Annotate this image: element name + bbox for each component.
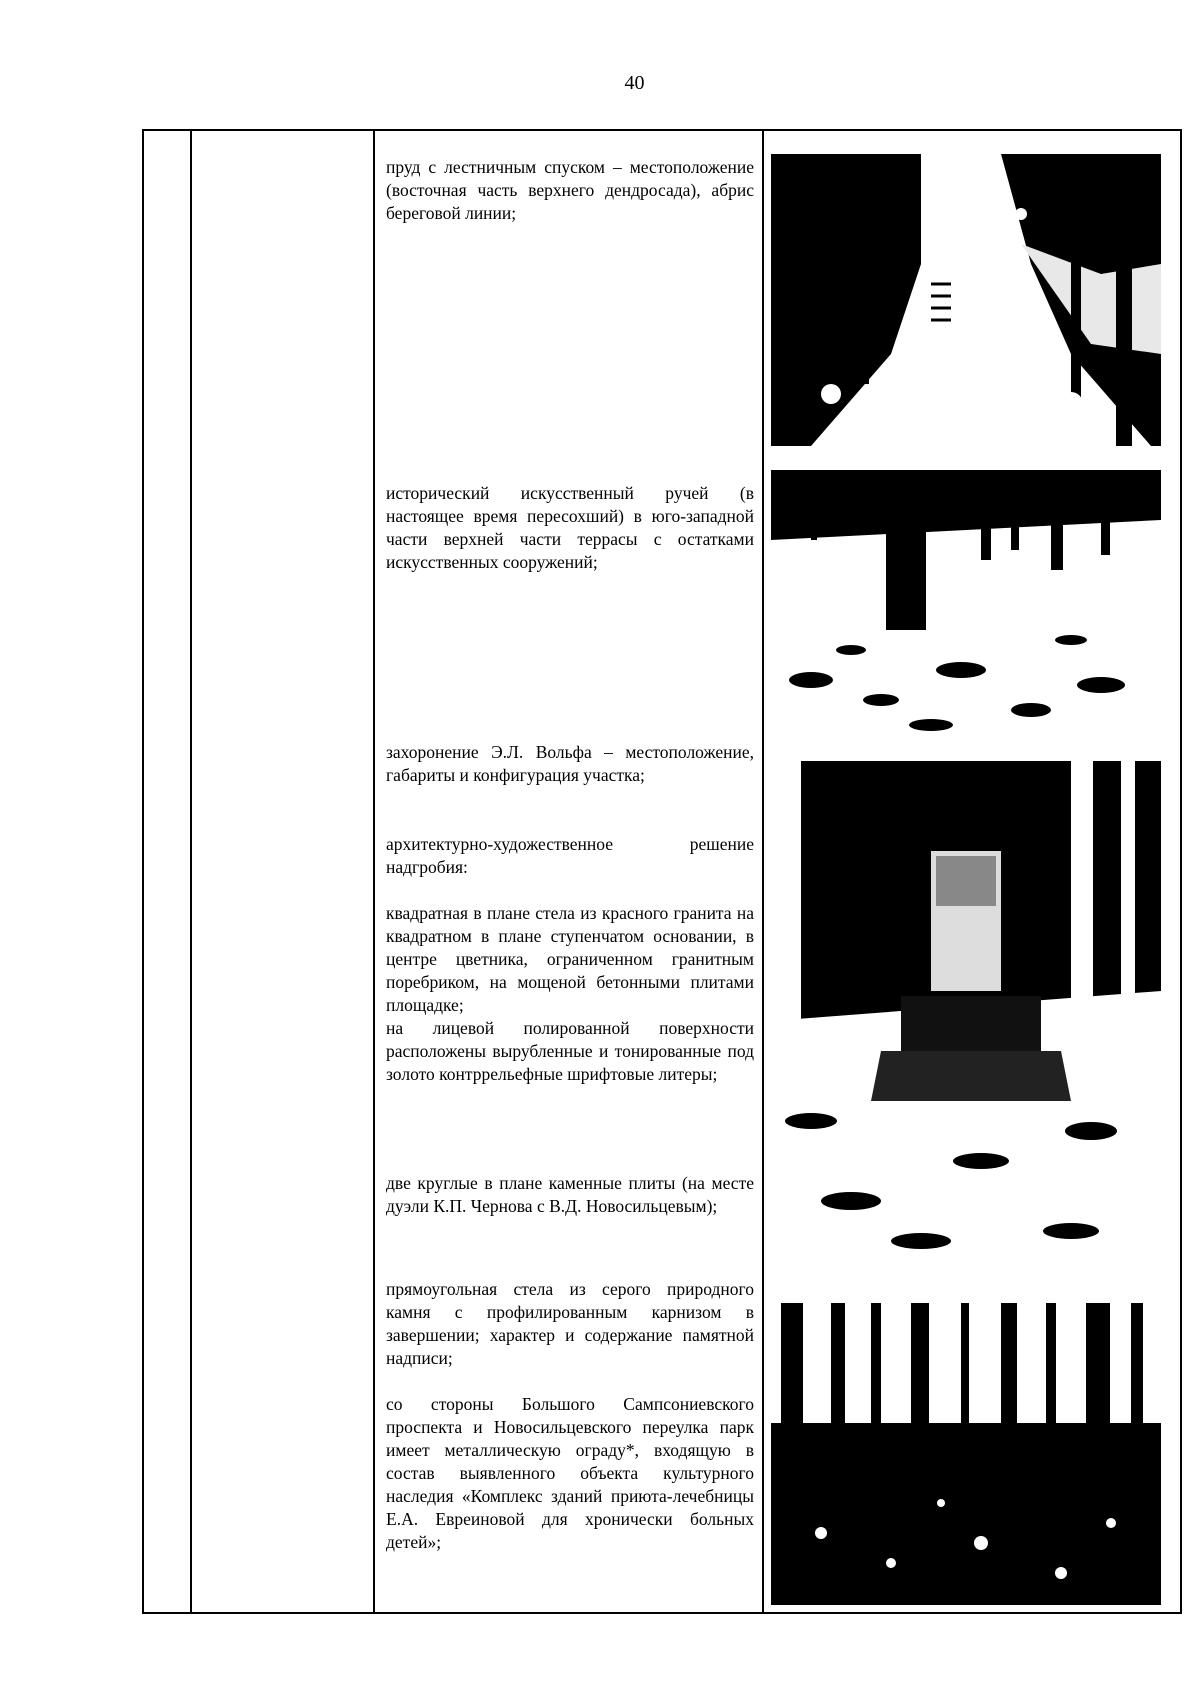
photo-pond-stairs (771, 154, 1161, 446)
description-burial (386, 741, 754, 787)
paragraph-fence: со стороны Большого Сампсониевского проспекта и Новосильцевского переулка парк имеет металлическую ограду*, входящую в состав выявленного объекта культурного наследия «Комплекс зданий приюта-лечебницы Е.А. Евреиновой для хронически больных детей»; (386, 1394, 754, 1552)
paragraph-stream: исторический искусственный ручей (в настоящее время пересохший) в юго-западной части верхней части террасы с остатками искусственных сооружений; (386, 483, 754, 572)
paragraph-duel-slabs: две круглые в плане каменные плиты (на месте дуэли К.П. Чернова с В.Д. Новосильцевым); (386, 1173, 754, 1216)
paragraph-lettering: на лицевой полированной поверхности расположены вырубленные и тонированные под золото контррельефные шрифтовые литеры; (386, 1018, 754, 1084)
description-stele (386, 902, 754, 1086)
description-grey-stele (386, 1278, 754, 1370)
paragraph-stele: квадратная в плане стела из красного гранита на квадратном в плане ступенчатом основании, в центре цветника, ограниченном гранитным поребриком, на мощеной бетонными плитами площадке; (386, 903, 754, 1015)
description-pond (386, 156, 754, 225)
paragraph-pond: пруд с лестничным спуском – местоположение (восточная часть верхнего дендросада), абрис береговой линии; (386, 157, 754, 223)
photo-wolf-tombstone (771, 761, 1161, 1280)
paragraph-grey-stele: прямоугольная стела из серого природного камня с профилированным карнизом в завершении; характер и содержание памятной надписи; (386, 1279, 754, 1368)
column-divider-2 (373, 129, 375, 1614)
column-divider-1 (190, 129, 192, 1614)
description-tombstone (386, 833, 754, 879)
photo-dry-stream (771, 470, 1161, 736)
description-stream (386, 482, 754, 574)
column-divider-3 (762, 129, 764, 1614)
paragraph-tombstone: архитектурно-художественное решение надгробия: (386, 834, 754, 877)
description-duel-slabs (386, 1172, 754, 1218)
page-number: 40 (624, 72, 645, 94)
paragraph-burial: захоронение Э.Л. Вольфа – местоположение, габариты и конфигурация участка; (386, 742, 754, 785)
photo-park-fence (771, 1303, 1161, 1605)
description-fence (386, 1393, 754, 1554)
